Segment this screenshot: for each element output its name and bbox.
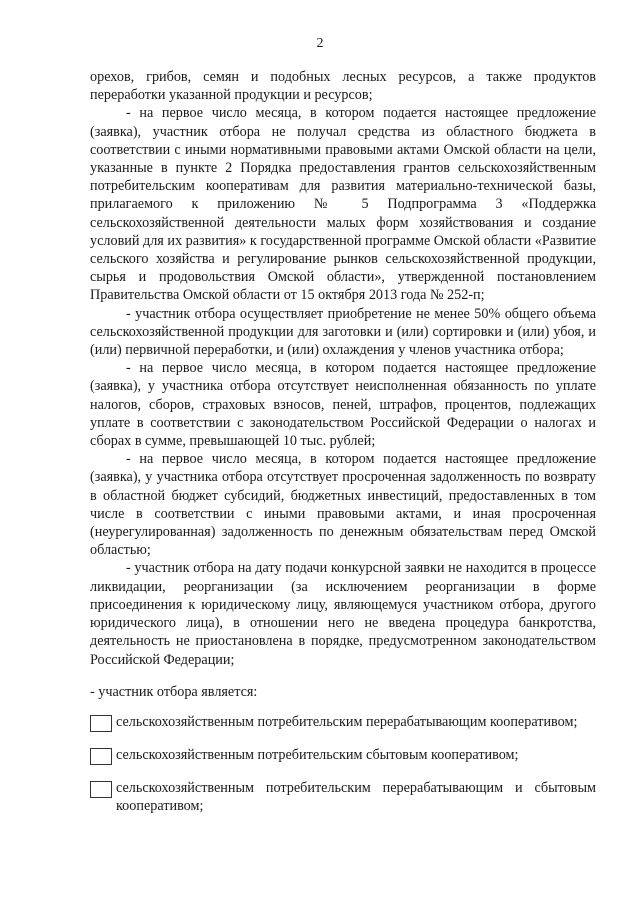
checkbox[interactable] xyxy=(90,781,112,798)
option-label: сельскохозяйственным потребительским сбытовым кооперативом; xyxy=(116,746,519,763)
paragraph-no-tax-debt: - на первое число месяца, в котором подается настоящее предложение (заявка), у участника отбора отсутствует неисполненная обязанность по уплате налогов, сборов, страховых взносов, пеней, штрафов, процентов, подлежащих уплате в соответствии с законодательством Российской Федерации о налогах и сборах в сумме, превышающей 10 тыс. рублей; xyxy=(90,360,596,450)
participant-type-lead: - участник отбора является: xyxy=(90,683,258,700)
paragraph-continuation: орехов, грибов, семян и подобных лесных ресурсов, а также продуктов переработки указанной продукции и ресурсов; xyxy=(90,69,596,104)
checkbox[interactable] xyxy=(90,715,112,732)
paragraph-purchase-share: - участник отбора осуществляет приобретение не менее 50% общего объема сельскохозяйственной продукции для заготовки и (или) сортировки и (или) убоя, и (или) первичной переработки, и (или) охлаждения у членов участника отбора; xyxy=(90,305,596,359)
paragraph-no-budget-debt: - на первое число месяца, в котором подается настоящее предложение (заявка), у участника отбора отсутствует просроченная задолженность по возврату в областной бюджет субсидий, бюджетных инвестиций, предоставленных в том числе в соответствии с иными правовыми актами, и иная просроченная (неурегулированная) задолженность по денежным обязательствам перед Омской областью; xyxy=(90,451,596,559)
option-label: сельскохозяйственным потребительским перерабатывающим кооперативом; xyxy=(116,713,578,730)
page-number: 2 xyxy=(316,36,324,51)
option-processing-marketing-cooperative[interactable] xyxy=(90,779,596,815)
paragraph-no-liquidation: - участник отбора на дату подачи конкурсной заявки не находится в процессе ликвидации, реорганизации (за исключением реорганизации в форме присоединения к юридическому лицу, являющемуся участником отбора, другого юридического лица), в отношении него не введена процедура банкротства, деятельность не приостановлена в порядке, предусмотренном законодательством Российской Федерации; xyxy=(90,560,596,668)
option-marketing-cooperative[interactable] xyxy=(90,746,596,765)
option-label: сельскохозяйственным потребительским перерабатывающим и сбытовым кооперативом; xyxy=(116,779,596,815)
checkbox[interactable] xyxy=(90,748,112,765)
document-body xyxy=(90,68,596,829)
option-processing-cooperative[interactable] xyxy=(90,713,596,732)
paragraph-no-grant-funds: - на первое число месяца, в котором подается настоящее предложение (заявка), участник отбора не получал средства из областного бюджета в соответствии с иными нормативными правовыми актами Омской области на цели, указанные в пункте 2 Порядка предоставления грантов сельскохозяйственным потребительским кооперативам для развития материально-технической базы, прилагаемого к приложению № 5 Подпрограмма 3 «Поддержка сельскохозяйственной деятельности малых форм хозяйствования и создание условий для их развития» к государственной программе Омской области «Развитие сельского хозяйства и регулирование рынков сельскохозяйственной продукции, сырья и продовольствия Омской области», утвержденной постановлением Правительства Омской области от 15 октября 2013 года № 252-п; xyxy=(90,105,596,304)
